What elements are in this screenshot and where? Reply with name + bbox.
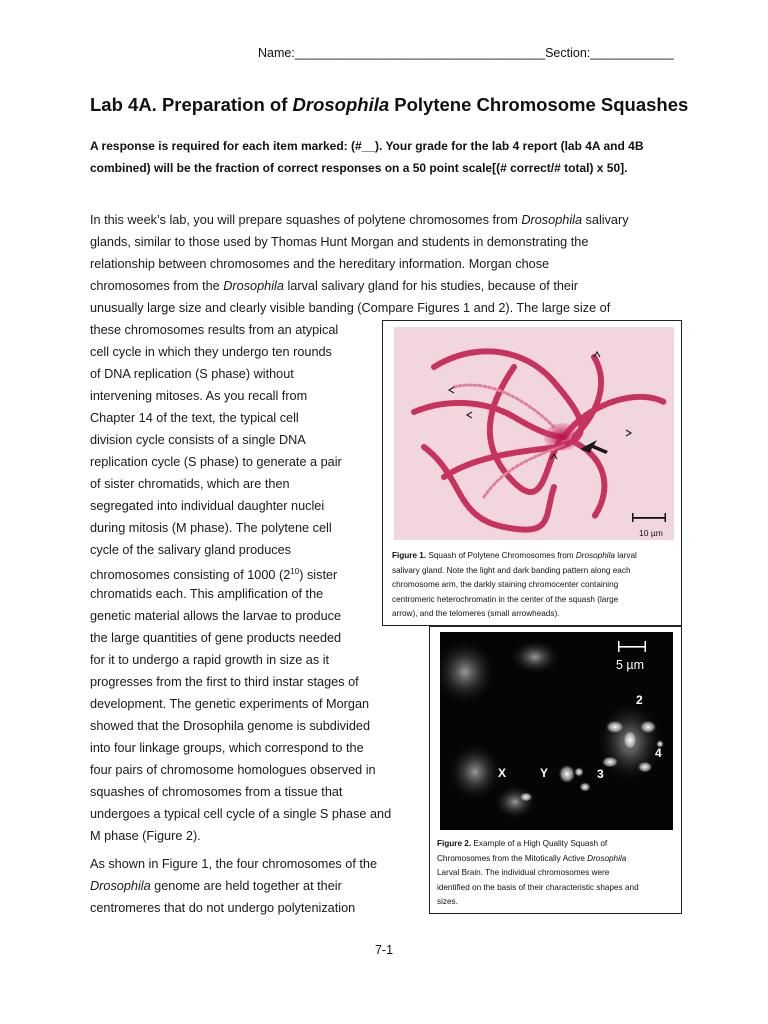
text-line: undergoes a typical cell cycle of a single S phase and [90,807,392,821]
text-line: Chapter 14 of the text, the typical cell [90,411,299,425]
scale-bar [618,646,646,648]
text-line: intervening mitoses. As you recall from [90,389,308,403]
text-run: As shown in Figure 1, the four chromosomes of the [90,857,378,871]
text-line: progresses from the first to third instar stages of [90,675,359,689]
figure-2 [429,626,682,914]
page-title [90,94,688,116]
text-line [90,231,690,253]
text-line: during mitosis (M phase). The polytene cell [90,521,332,535]
text-line: for it to undergo a rapid growth in size as it [90,653,330,667]
superscript: 10 [290,567,300,576]
text-line [90,297,690,319]
text-line: replication cycle (S phase) to generate a pair [90,455,342,469]
figure-2-caption [437,837,677,910]
text-line: the large quantities of gene products needed [90,631,342,645]
text-line [90,875,410,897]
italic-run: Drosophila [90,879,151,893]
caption-line: sizes. [437,897,458,906]
text-run: salivary [582,213,629,227]
text-line: squashes of chromosomes from a tissue that [90,785,343,799]
second-paragraph [90,853,410,919]
text-run: chromosomes from the [90,279,224,293]
text-run: genome are held together at their [150,879,342,893]
instructions-line: combined) will be the fraction of correct responses on a 50 point scale[(# correct/# total) x 50]. [90,161,628,175]
text-run: relationship between chromosomes and the hereditary information. Morgan chose [90,257,550,271]
text-line [90,209,690,231]
text-run: glands, similar to those used by Thomas Hunt Morgan and students in demonstrating the [90,235,589,249]
text-run: unusually large size and clearly visible banding (Compare Figures 1 and 2). The large size of [90,301,611,315]
text-line: M phase (Figure 2). [90,829,201,843]
chromosome-label-4: 4 [655,746,662,760]
text-line: development. The genetic experiments of Morgan [90,697,370,711]
text-run: ) sister [299,568,338,583]
instructions-line: A response is required for each item marked: (#__). Your grade for the lab 4 report (lab 4A and 4B [90,139,644,153]
polytene-chromosome-micrograph [394,327,674,540]
figure-1-caption [392,549,677,622]
caption-line: identified on the basis of their characteristic shapes and [437,882,639,892]
title-suffix: Polytene Chromosome Squashes [389,94,689,115]
text-line [90,253,690,275]
chromosome-label-x: X [498,766,507,780]
text-line: these chromosomes results from an atypical [90,323,339,337]
left-column-text [90,319,420,847]
chromosome-label-3: 3 [597,767,604,781]
text-line [90,561,420,583]
text-line: of sister chromatids, which are then [90,477,290,491]
caption-line: centromeric heterochromatin in the center of the squash (large [392,594,619,604]
chromosome-label-2: 2 [636,693,643,707]
text-line: showed that the Drosophila genome is subdivided [90,719,371,733]
caption-line [437,837,677,852]
caption-line: Larval Brain. The individual chromosomes were [437,868,610,877]
figure-1 [382,320,682,626]
text-run: Chromosomes from the Mitotically Active [437,853,588,863]
grading-instructions [90,135,690,179]
caption-line [392,549,677,564]
text-line: genetic material allows the larvae to produce [90,609,342,623]
text-line: cell cycle in which they undergo ten rounds [90,345,332,359]
caption-line: arrow), and the telomeres (small arrowheads). [392,609,560,618]
name-section-line: Name:____________________________________Section:____________ [258,46,674,60]
text-line: into four linkage groups, which correspond to the [90,741,364,755]
text-line [90,275,690,297]
italic-run: Drosophila [223,279,284,293]
text-run: Example of a High Quality Squash of [471,839,608,848]
text-run: In this week’s lab, you will prepare squashes of polytene chromosomes from [90,213,522,227]
scale-bar [632,517,666,519]
text-line: division cycle consists of a single DNA [90,433,306,447]
italic-run: Drosophila [587,853,627,863]
text-run: Squash of Polytene Chromosomes from [426,551,576,560]
scale-label: 10 µm [639,528,663,538]
text-run: chromosomes consisting of 1000 (2 [90,568,291,583]
caption-label: Figure 2. [437,839,472,848]
text-line: segregated into individual daughter nuclei [90,499,325,513]
text-line: cycle of the salivary gland produces [90,543,291,557]
italic-run: Drosophila [575,551,615,560]
italic-run: Drosophila [521,213,583,227]
intro-paragraph [90,209,690,319]
text-line [90,853,410,875]
caption-label: Figure 1. [392,551,427,560]
caption-line: salivary gland. Note the light and dark banding pattern along each [392,565,631,575]
text-run: larval [614,551,637,560]
chromosome-label-y: Y [540,766,549,780]
text-run: larval salivary gland for his studies, because of their [283,279,578,293]
text-line: of DNA replication (S phase) without [90,367,294,381]
scale-label: 5 µm [616,658,645,672]
title-prefix: Lab 4A. Preparation of [90,94,293,115]
page-number: 7-1 [374,943,394,957]
brain-chromosome-micrograph [440,632,673,830]
text-run: centromeres that do not undergo polytenization [90,901,356,915]
text-line: four pairs of chromosome homologues observed in [90,763,376,777]
text-line: chromatids each. This amplification of the [90,587,324,601]
title-italic: Drosophila [292,94,390,115]
text-line [90,897,410,919]
caption-line: chromosome arm, the darkly staining chromocenter containing [392,580,619,589]
caption-line [437,852,677,867]
